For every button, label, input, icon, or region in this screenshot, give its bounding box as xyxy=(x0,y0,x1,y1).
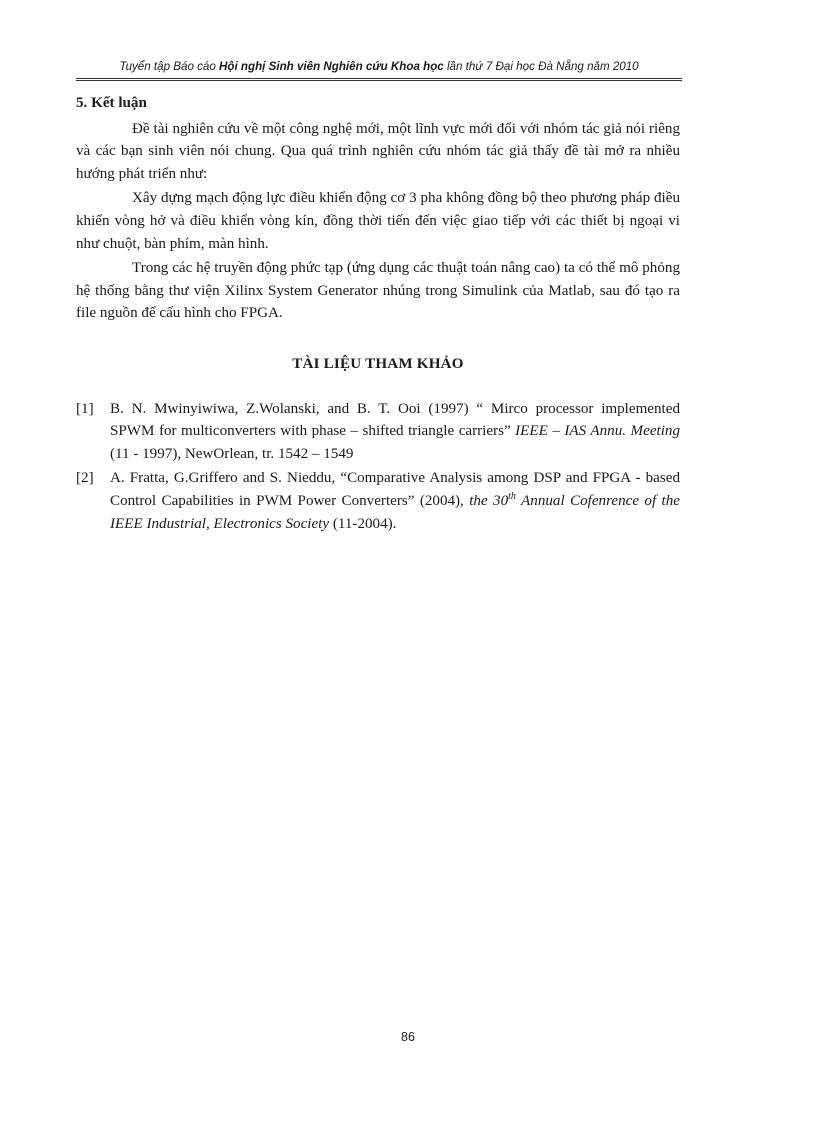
conclusion-paragraph: Đề tài nghiên cứu về một công nghệ mới, một lĩnh vực mới đối với nhóm tác giả nói riêng và các bạn sinh viên nói chung. Qua quá trình nghiên cứu nhóm tác giả thấy đề tài mở ra nhiều hướng phát triển như: xyxy=(76,120,680,182)
header-rule xyxy=(76,78,682,81)
reference-venue-start: the 30 xyxy=(469,492,509,509)
page-number: 86 xyxy=(401,1030,415,1044)
reference-item xyxy=(76,467,680,535)
reference-venue: IEEE – IAS Annu. Meeting xyxy=(515,423,680,440)
reference-venue-end: Annual Cofenrence of the IEEE Industrial, Electronics Society xyxy=(110,492,680,532)
reference-text: B. N. Mwinyiwiwa, Z.Wolanski, and B. T. Ooi (1997) “ Mirco processor implemented SPWM for multiconverters with phase – shifted triangle carriers” xyxy=(110,400,680,440)
references-title: TÀI LIỆU THAM KHẢO xyxy=(292,355,464,372)
main-content xyxy=(76,92,680,537)
conclusion-paragraph: Xây dựng mạch động lực điều khiển động cơ 3 pha không đồng bộ theo phương pháp điều khiển vòng hở và điều khiển vòng kín, đồng thời tiến đến việc giao tiếp với các thiết bị ngoại vi như chuột, bàn phím, màn hình. xyxy=(76,190,680,252)
section-heading-conclusion: 5. Kết luận xyxy=(76,95,147,111)
header-text-end: lần thứ 7 Đại học Đà Nẵng năm 2010 xyxy=(443,60,639,73)
header-text-start: Tuyển tập Báo cáo xyxy=(119,60,220,73)
reference-superscript: th xyxy=(508,490,516,502)
reference-number: [1] xyxy=(76,400,94,417)
header-conference-name: Hội nghị Sinh viên Nghiên cứu Khoa học xyxy=(219,60,444,73)
reference-item xyxy=(76,398,680,466)
conclusion-paragraph: Trong các hệ truyền động phức tạp (ứng dụng các thuật toán nâng cao) ta có thể mô phỏng hệ thống bằng thư viện Xilinx System Generator nhúng trong Simulink của Matlab, sau đó tạo ra file nguồn để cấu hình cho FPGA. xyxy=(76,260,680,322)
reference-tail: (11-2004). xyxy=(329,515,397,532)
reference-tail: (11 - 1997), NewOrlean, tr. 1542 – 1549 xyxy=(110,445,354,462)
reference-text: A. Fratta, G.Griffero and S. Nieddu, “Comparative Analysis among DSP and FPGA - based Control Capabilities in PWM Power Converters” (2004), xyxy=(110,470,680,509)
reference-number: [2] xyxy=(76,470,94,487)
running-header xyxy=(76,60,682,73)
